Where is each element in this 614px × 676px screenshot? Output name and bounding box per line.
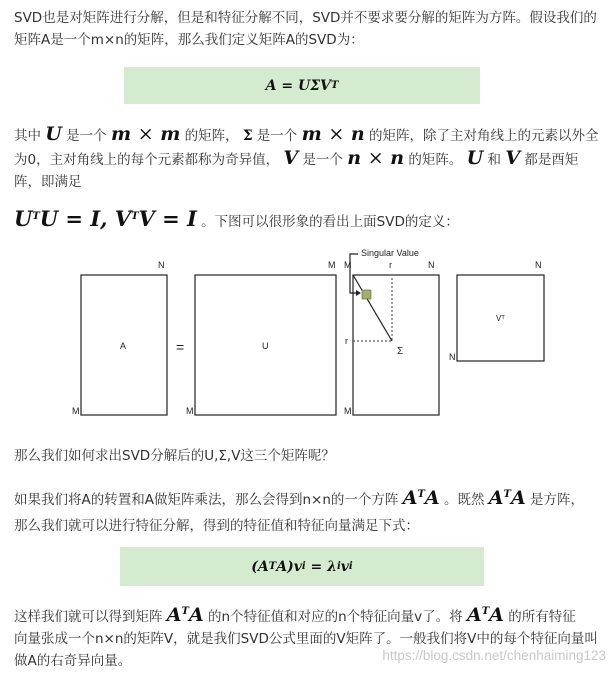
eigen-ata-1 [403, 487, 440, 509]
rs-ata-2 [467, 604, 504, 626]
matrix-sigma-r-left-label: r [345, 336, 348, 346]
def-V2: V [505, 147, 521, 169]
singular-value-square [362, 290, 371, 299]
eq1-equals: = [281, 77, 294, 94]
rs-text-1: 这样我们就可以得到矩阵 [14, 609, 163, 625]
rs-line-3: 做A的右奇异向量。 [14, 653, 132, 669]
def-text-6: 是一个 [302, 152, 343, 168]
def-mxm-a: m [110, 123, 132, 145]
def-text-7: 的矩阵。 [408, 152, 463, 168]
matrix-vt-n-left-label: N [449, 352, 456, 362]
unitary-eq-a: U [14, 206, 33, 231]
svd-equation: A = UΣV T [124, 67, 480, 104]
matrix-a-m-label: M [72, 406, 80, 416]
def-text-1: 其中 [14, 128, 41, 144]
matrix-sigma-m-bottom-label: M [344, 406, 352, 416]
def-mxn-x: × [328, 123, 345, 145]
def-mxn-a: m [301, 123, 322, 145]
eigen-ata2-a: A [488, 487, 504, 509]
def-mxm-b: m [160, 123, 181, 145]
matrix-a-label: A [120, 341, 127, 351]
def-mxm-x: × [137, 123, 154, 145]
rs-ata2-b: A [489, 604, 504, 626]
def-mxn [302, 123, 365, 145]
unitary-equation [14, 206, 197, 231]
eigen-paragraph [14, 485, 604, 539]
eq2-lp: (A [251, 558, 269, 575]
question-text: 那么我们如何求出SVD分解后的U,Σ,V这三个矩阵呢？ [14, 448, 335, 464]
eigen-text-1: 如果我们将A的转置和A做矩阵乘法，那么会得到n×n的一个方阵 [14, 492, 399, 508]
eigen-ata2-b: A [510, 487, 526, 509]
matrix-sigma-label: Σ [397, 346, 404, 357]
def-V: V [283, 147, 299, 169]
figure-equals: = [176, 339, 185, 355]
eigen-ata-2 [489, 487, 526, 509]
eigen-text-3: 是方阵， [530, 492, 584, 508]
eigen-equation: (A T A)v i = λ i v i [120, 547, 484, 586]
eq2-lambda: λ [327, 558, 337, 575]
def-and: 和 [487, 152, 502, 168]
singular-value-caption: Singular Value [361, 248, 419, 258]
rs-ata1-sup: T [181, 606, 189, 617]
def-line-3: 阵，即满足 [14, 174, 82, 190]
rs-ata2-sup: T [481, 606, 490, 617]
def-text-3: 的矩阵， [184, 128, 239, 144]
rs-ata2-a: A [466, 604, 482, 626]
definition-paragraph [14, 123, 604, 193]
eq1-rhs: UΣV [297, 77, 331, 94]
matrix-sigma-m-top-label: M [344, 260, 352, 270]
matrix-vt-label: Vᵀ [496, 314, 505, 323]
eigen-ata2-sup: T [503, 489, 511, 500]
def-mxn-b: n [350, 123, 365, 145]
matrix-sigma-n-label: N [428, 260, 435, 270]
matrix-u-m-bottom-label: M [186, 406, 194, 416]
def-text-4: 是一个 [256, 128, 298, 144]
eq1-lhs: A [265, 77, 277, 94]
matrix-sigma-r-top-label: r [389, 260, 392, 270]
rs-text-3: 的所有特征 [508, 609, 576, 625]
def-text-8: 都是酉矩 [524, 152, 579, 168]
rs-ata1-b: A [189, 604, 204, 626]
svd-diagram [0, 248, 614, 426]
def-U: U [45, 123, 62, 145]
def-text-5: 的矩阵，除了主对角线上的元素以外全 [369, 128, 599, 144]
eq2-rp: A)v [276, 558, 302, 575]
eigen-ata1-a: A [402, 487, 418, 509]
def-nxn [347, 147, 404, 169]
matrix-vt-n-top-label: N [535, 260, 542, 270]
eigen-ata1-b: A [424, 487, 440, 509]
eigen-ata1-sup: T [417, 489, 425, 500]
matrix-a-n-label: N [158, 260, 165, 270]
def-nxn-b: n [390, 147, 405, 169]
rs-text-2: 的n个特征值和对应的n个特征向量v了。将 [208, 609, 463, 625]
intro-line-1: SVD也是对矩阵进行分解，但是和特征分解不同，SVD并不要求要分解的矩阵为方阵。假设我们的 [14, 10, 597, 26]
rs-ata1-a: A [166, 604, 182, 626]
question-paragraph [14, 445, 604, 467]
def-sigma: Σ [242, 128, 253, 144]
eigen-line-2: 那么我们就可以进行特征分解，得到的特征值和特征向量满足下式： [14, 518, 419, 534]
def-mxm [111, 123, 180, 145]
def-U2: U [466, 147, 484, 169]
unitary-sup-1: T [32, 211, 40, 222]
matrix-u-label: U [262, 341, 269, 351]
intro-paragraph [14, 7, 604, 51]
matrix-u-m-top-label: M [328, 260, 336, 270]
watermark: https://blog.csdn.net/chenhaiming123 [382, 648, 606, 663]
unitary-paragraph [14, 204, 604, 237]
unitary-eq-c: V = I [138, 206, 197, 231]
rs-ata-1 [167, 604, 204, 626]
def-nxn-x: × [367, 147, 384, 169]
unitary-sup-2: T [131, 211, 139, 222]
eigen-text-2: 。既然 [443, 492, 485, 508]
def-text-2: 是一个 [66, 128, 107, 144]
def-nxn-a: n [347, 147, 362, 169]
def-line-2: 为0，主对角线上的每个元素都称为奇异值， [14, 152, 280, 168]
eq2-equals: = [310, 558, 323, 575]
unitary-text: 。下图可以很形象的看出上面SVD的定义： [201, 214, 459, 230]
intro-line-2: 矩阵A是一个m×n的矩阵，那么我们定义矩阵A的SVD为： [14, 32, 364, 48]
rs-line-2: 向量张成一个n×n的矩阵V，就是我们SVD公式里面的V矩阵了。一般我们将V中的每个特征向量叫 [14, 631, 598, 647]
eq2-v: v [340, 558, 349, 575]
unitary-eq-b: U = I, V [39, 206, 132, 231]
